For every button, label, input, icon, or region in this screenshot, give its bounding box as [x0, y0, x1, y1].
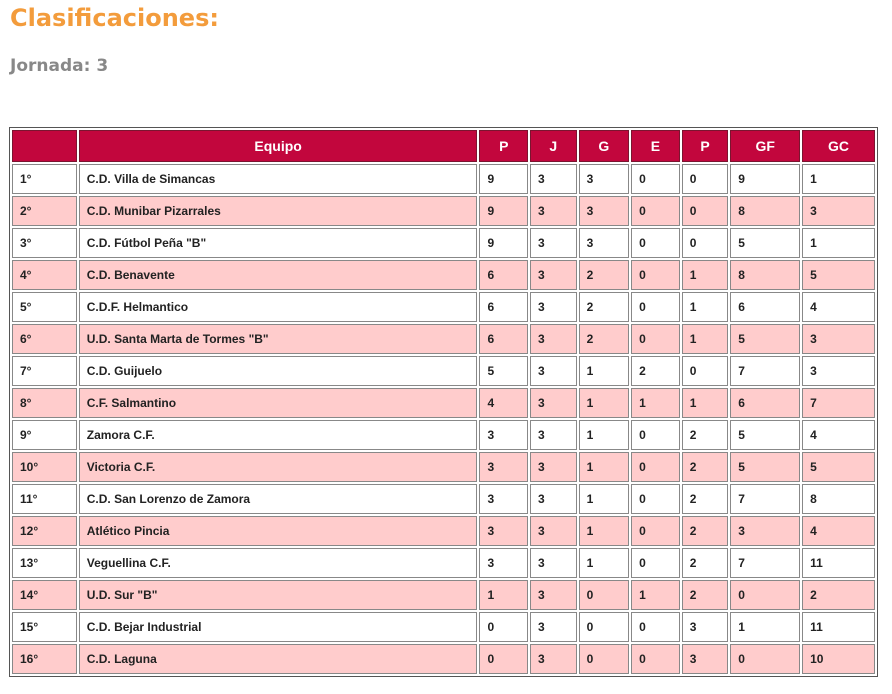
cell-goals-for: 7 — [730, 484, 800, 514]
header-won: G — [579, 130, 630, 162]
cell-won: 1 — [579, 452, 630, 482]
page-title: Clasificaciones: — [10, 4, 219, 32]
cell-played: 3 — [530, 548, 577, 578]
cell-goals-against: 4 — [802, 516, 875, 546]
cell-drawn: 0 — [631, 420, 680, 450]
cell-played: 3 — [530, 196, 577, 226]
cell-position: 8° — [12, 388, 77, 418]
cell-points: 3 — [479, 420, 528, 450]
cell-goals-against: 7 — [802, 388, 875, 418]
cell-won: 2 — [579, 324, 630, 354]
cell-points: 6 — [479, 324, 528, 354]
cell-goals-for: 0 — [730, 580, 800, 610]
cell-won: 1 — [579, 356, 630, 386]
cell-drawn: 0 — [631, 196, 680, 226]
cell-goals-for: 5 — [730, 324, 800, 354]
cell-won: 3 — [579, 228, 630, 258]
cell-played: 3 — [530, 612, 577, 642]
cell-lost: 1 — [682, 388, 729, 418]
cell-goals-for: 5 — [730, 228, 800, 258]
cell-drawn: 0 — [631, 484, 680, 514]
cell-drawn: 0 — [631, 324, 680, 354]
cell-position: 7° — [12, 356, 77, 386]
cell-goals-against: 3 — [802, 356, 875, 386]
cell-goals-for: 5 — [730, 420, 800, 450]
cell-lost: 0 — [682, 356, 729, 386]
cell-drawn: 1 — [631, 580, 680, 610]
cell-won: 2 — [579, 292, 630, 322]
cell-won: 0 — [579, 644, 630, 674]
cell-goals-against: 1 — [802, 164, 875, 194]
cell-position: 11° — [12, 484, 77, 514]
cell-lost: 2 — [682, 548, 729, 578]
cell-won: 3 — [579, 196, 630, 226]
cell-played: 3 — [530, 580, 577, 610]
cell-drawn: 0 — [631, 452, 680, 482]
cell-drawn: 0 — [631, 644, 680, 674]
cell-team: C.D. Villa de Simancas — [79, 164, 478, 194]
cell-points: 3 — [479, 484, 528, 514]
standings-table-frame — [9, 127, 878, 677]
cell-lost: 3 — [682, 644, 729, 674]
cell-goals-against: 8 — [802, 484, 875, 514]
cell-points: 0 — [479, 644, 528, 674]
cell-team: Victoria C.F. — [79, 452, 478, 482]
header-team: Equipo — [79, 130, 478, 162]
cell-played: 3 — [530, 484, 577, 514]
cell-won: 0 — [579, 580, 630, 610]
header-drawn: E — [631, 130, 680, 162]
cell-team: C.D. Laguna — [79, 644, 478, 674]
cell-position: 4° — [12, 260, 77, 290]
cell-goals-for: 3 — [730, 516, 800, 546]
cell-drawn: 0 — [631, 516, 680, 546]
cell-lost: 2 — [682, 516, 729, 546]
cell-lost: 1 — [682, 292, 729, 322]
cell-team: Zamora C.F. — [79, 420, 478, 450]
cell-goals-against: 5 — [802, 452, 875, 482]
table-row — [12, 356, 875, 386]
cell-points: 9 — [479, 164, 528, 194]
table-row — [12, 324, 875, 354]
cell-goals-against: 4 — [802, 292, 875, 322]
cell-points: 1 — [479, 580, 528, 610]
header-points: P — [479, 130, 528, 162]
table-row — [12, 420, 875, 450]
cell-played: 3 — [530, 420, 577, 450]
cell-team: C.D. Guijuelo — [79, 356, 478, 386]
cell-won: 1 — [579, 420, 630, 450]
cell-played: 3 — [530, 356, 577, 386]
cell-played: 3 — [530, 324, 577, 354]
table-row — [12, 580, 875, 610]
cell-position: 9° — [12, 420, 77, 450]
cell-played: 3 — [530, 292, 577, 322]
cell-goals-against: 4 — [802, 420, 875, 450]
table-row — [12, 612, 875, 642]
table-row — [12, 484, 875, 514]
cell-drawn: 0 — [631, 612, 680, 642]
table-header-row — [12, 130, 875, 162]
cell-drawn: 0 — [631, 292, 680, 322]
standings-body — [12, 164, 875, 674]
cell-team: Atlético Pincia — [79, 516, 478, 546]
cell-goals-against: 5 — [802, 260, 875, 290]
cell-played: 3 — [530, 644, 577, 674]
header-goals-for: GF — [730, 130, 800, 162]
cell-team: Veguellina C.F. — [79, 548, 478, 578]
cell-team: C.D. Benavente — [79, 260, 478, 290]
cell-goals-for: 8 — [730, 196, 800, 226]
cell-lost: 1 — [682, 260, 729, 290]
cell-drawn: 0 — [631, 228, 680, 258]
cell-lost: 2 — [682, 484, 729, 514]
cell-goals-against: 11 — [802, 612, 875, 642]
cell-won: 1 — [579, 516, 630, 546]
table-row — [12, 228, 875, 258]
cell-points: 3 — [479, 548, 528, 578]
header-played: J — [530, 130, 577, 162]
table-row — [12, 452, 875, 482]
cell-position: 5° — [12, 292, 77, 322]
cell-drawn: 2 — [631, 356, 680, 386]
cell-lost: 2 — [682, 452, 729, 482]
cell-played: 3 — [530, 516, 577, 546]
cell-team: C.D.F. Helmantico — [79, 292, 478, 322]
cell-played: 3 — [530, 228, 577, 258]
cell-drawn: 0 — [631, 260, 680, 290]
cell-position: 13° — [12, 548, 77, 578]
cell-team: C.D. San Lorenzo de Zamora — [79, 484, 478, 514]
table-row — [12, 388, 875, 418]
table-row — [12, 548, 875, 578]
cell-position: 3° — [12, 228, 77, 258]
cell-points: 4 — [479, 388, 528, 418]
cell-goals-for: 7 — [730, 548, 800, 578]
cell-won: 3 — [579, 164, 630, 194]
cell-goals-for: 9 — [730, 164, 800, 194]
cell-goals-for: 7 — [730, 356, 800, 386]
cell-position: 1° — [12, 164, 77, 194]
cell-lost: 0 — [682, 164, 729, 194]
table-row — [12, 516, 875, 546]
cell-won: 1 — [579, 484, 630, 514]
table-row — [12, 260, 875, 290]
cell-played: 3 — [530, 164, 577, 194]
cell-lost: 2 — [682, 420, 729, 450]
cell-position: 2° — [12, 196, 77, 226]
cell-won: 1 — [579, 388, 630, 418]
table-row — [12, 196, 875, 226]
cell-goals-for: 8 — [730, 260, 800, 290]
cell-points: 9 — [479, 228, 528, 258]
cell-lost: 1 — [682, 324, 729, 354]
cell-won: 1 — [579, 548, 630, 578]
cell-goals-against: 1 — [802, 228, 875, 258]
cell-team: C.F. Salmantino — [79, 388, 478, 418]
cell-goals-for: 1 — [730, 612, 800, 642]
cell-drawn: 0 — [631, 548, 680, 578]
header-goals-against: GC — [802, 130, 875, 162]
cell-played: 3 — [530, 452, 577, 482]
cell-team: C.D. Bejar Industrial — [79, 612, 478, 642]
cell-position: 14° — [12, 580, 77, 610]
table-row — [12, 292, 875, 322]
jornada-label: Jornada: 3 — [10, 56, 109, 76]
cell-position: 15° — [12, 612, 77, 642]
cell-lost: 0 — [682, 228, 729, 258]
cell-position: 6° — [12, 324, 77, 354]
cell-won: 0 — [579, 612, 630, 642]
cell-won: 2 — [579, 260, 630, 290]
cell-team: C.D. Fútbol Peña "B" — [79, 228, 478, 258]
cell-points: 3 — [479, 452, 528, 482]
cell-played: 3 — [530, 260, 577, 290]
cell-points: 9 — [479, 196, 528, 226]
cell-drawn: 0 — [631, 164, 680, 194]
cell-goals-for: 0 — [730, 644, 800, 674]
cell-points: 0 — [479, 612, 528, 642]
cell-team: U.D. Santa Marta de Tormes "B" — [79, 324, 478, 354]
cell-goals-for: 6 — [730, 388, 800, 418]
cell-position: 10° — [12, 452, 77, 482]
cell-team: C.D. Munibar Pizarrales — [79, 196, 478, 226]
cell-points: 6 — [479, 260, 528, 290]
cell-lost: 2 — [682, 580, 729, 610]
cell-points: 5 — [479, 356, 528, 386]
cell-played: 3 — [530, 388, 577, 418]
standings-table — [10, 128, 877, 676]
cell-drawn: 1 — [631, 388, 680, 418]
cell-points: 6 — [479, 292, 528, 322]
cell-goals-against: 10 — [802, 644, 875, 674]
cell-goals-against: 11 — [802, 548, 875, 578]
cell-position: 16° — [12, 644, 77, 674]
table-row — [12, 164, 875, 194]
header-lost: P — [682, 130, 729, 162]
cell-points: 3 — [479, 516, 528, 546]
cell-lost: 3 — [682, 612, 729, 642]
cell-goals-for: 5 — [730, 452, 800, 482]
cell-goals-against: 3 — [802, 196, 875, 226]
cell-lost: 0 — [682, 196, 729, 226]
cell-goals-against: 2 — [802, 580, 875, 610]
cell-goals-against: 3 — [802, 324, 875, 354]
cell-position: 12° — [12, 516, 77, 546]
header-position — [12, 130, 77, 162]
cell-goals-for: 6 — [730, 292, 800, 322]
table-row — [12, 644, 875, 674]
cell-team: U.D. Sur "B" — [79, 580, 478, 610]
